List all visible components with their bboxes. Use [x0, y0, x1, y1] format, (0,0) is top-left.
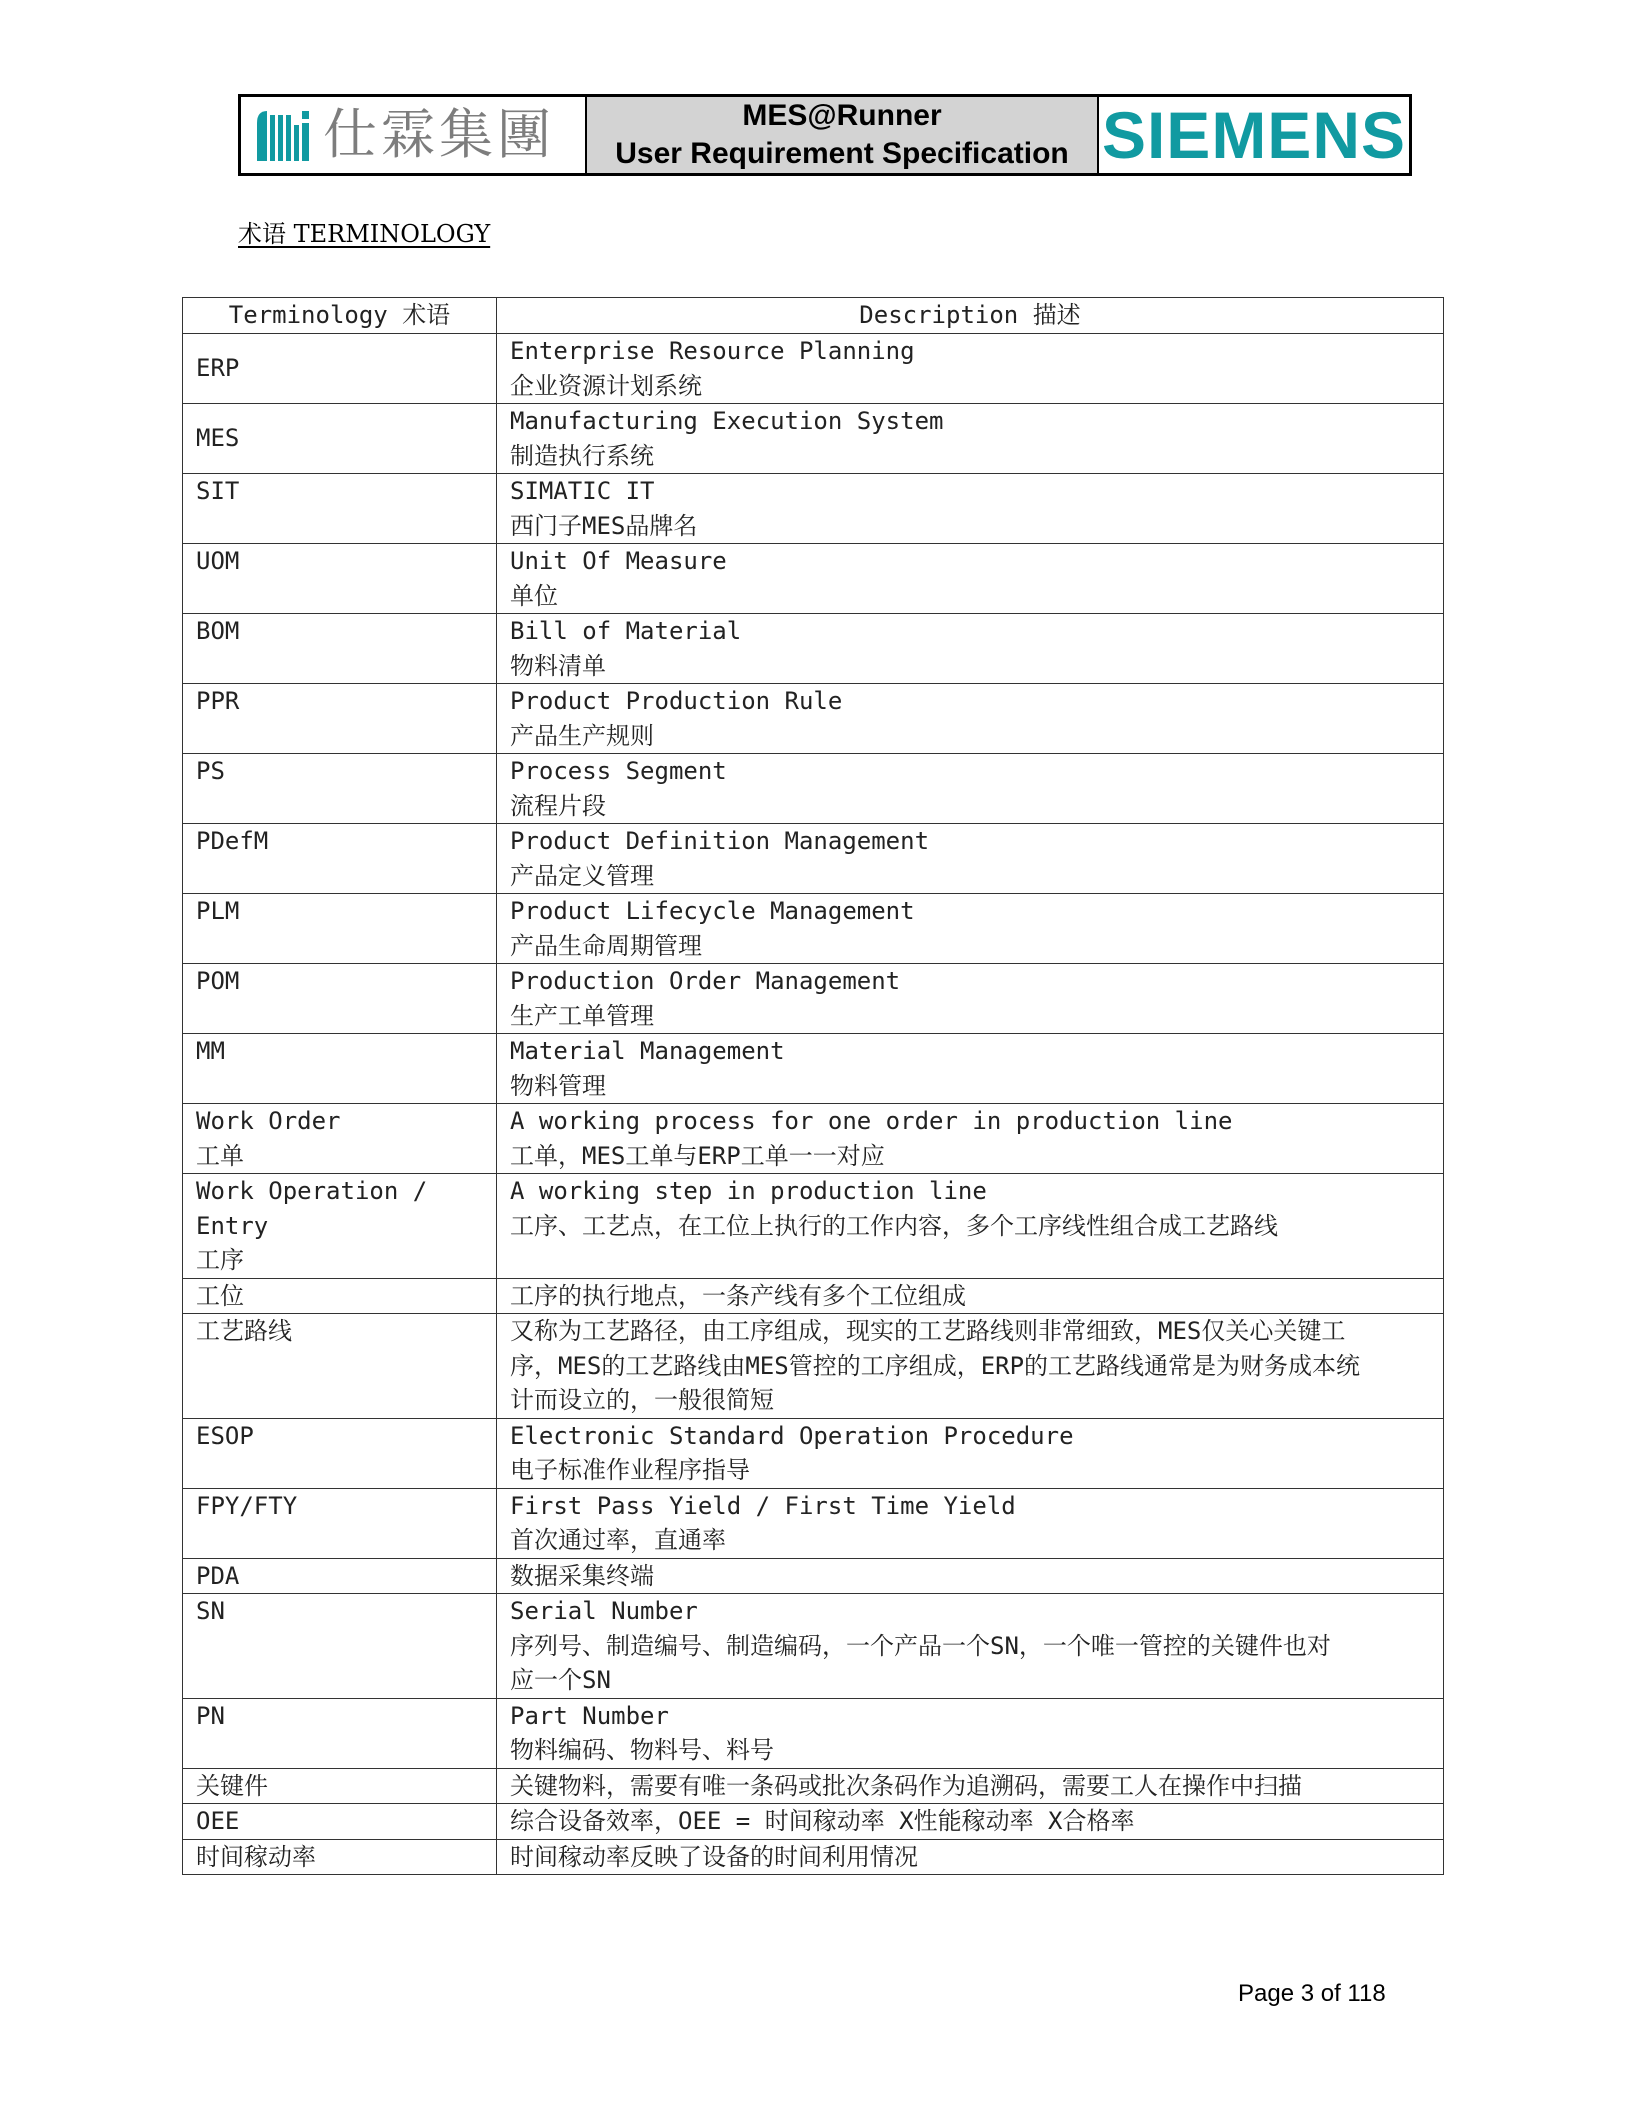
description-text: Electronic Standard Operation Procedure: [510, 1421, 1074, 1450]
table-row: [183, 894, 1444, 964]
description-text: 应一个SN: [510, 1666, 611, 1694]
siemens-logo-text: SIEMENS: [1101, 98, 1407, 172]
document-title-block: [587, 97, 1099, 173]
description-cell: [497, 754, 1444, 824]
table-row: [183, 334, 1444, 404]
table-row: [183, 754, 1444, 824]
term-text: OEE: [196, 1807, 240, 1835]
description-cell: [497, 614, 1444, 684]
description-cell: [497, 474, 1444, 544]
description-text: Serial Number: [510, 1597, 698, 1625]
table-row: [183, 1698, 1444, 1768]
table-row: [183, 404, 1444, 474]
description-cell: [497, 1594, 1444, 1699]
term-text: 关键件: [196, 1771, 268, 1800]
term-cell: [183, 544, 497, 614]
term-text: MES: [196, 424, 240, 453]
column-header-description: Description 描述: [497, 298, 1444, 334]
description-text: Process Segment: [510, 757, 727, 785]
description-text: 计而设立的，一般很简短: [510, 1386, 774, 1414]
description-text: 序，MES的工艺路线由MES管控的工序组成，ERP的工艺路线通常是为财务成本统: [510, 1351, 1361, 1380]
table-row: [183, 964, 1444, 1034]
description-text: 数据采集终端: [510, 1561, 654, 1590]
description-text: 物料清单: [510, 651, 606, 680]
term-text: PLM: [196, 897, 240, 925]
description-text: Product Lifecycle Management: [510, 897, 915, 925]
term-text: FPY/FTY: [196, 1491, 298, 1520]
table-row: [183, 1558, 1444, 1594]
description-text: 产品生产规则: [510, 721, 654, 750]
term-cell: [183, 824, 497, 894]
term-cell: [183, 474, 497, 544]
description-cell: [497, 894, 1444, 964]
term-text: Entry: [196, 1211, 269, 1240]
term-cell: [183, 1768, 497, 1804]
term-cell: [183, 1174, 497, 1279]
description-text: 电子标准作业程序指导: [510, 1456, 750, 1484]
term-text: 工单: [196, 1141, 244, 1170]
term-text: PDefM: [196, 827, 269, 855]
term-cell: [183, 754, 497, 824]
term-text: PDA: [196, 1561, 240, 1590]
term-cell: [183, 684, 497, 754]
description-cell: [497, 1698, 1444, 1768]
table-row: [183, 1104, 1444, 1174]
description-text: 综合设备效率，OEE = 时间稼动率 X性能稼动率 X合格率: [510, 1807, 1135, 1835]
description-cell: [497, 1768, 1444, 1804]
description-text: 单位: [510, 581, 558, 610]
term-cell: [183, 1488, 497, 1558]
description-cell: [497, 1314, 1444, 1419]
term-text: ESOP: [196, 1421, 254, 1450]
description-text: 产品生命周期管理: [510, 931, 702, 960]
document-title: User Requirement Specification: [615, 137, 1069, 170]
term-text: BOM: [196, 617, 240, 645]
description-text: 流程片段: [510, 791, 606, 820]
table-row: [183, 684, 1444, 754]
term-cell: [183, 404, 497, 474]
description-text: Product Definition Management: [510, 827, 930, 855]
company-logo: [241, 97, 587, 173]
description-cell: [497, 334, 1444, 404]
term-text: Work Operation /: [196, 1177, 428, 1205]
description-text: Production Order Management: [510, 967, 901, 995]
description-text: Manufacturing Execution System: [510, 407, 944, 435]
term-cell: [183, 1418, 497, 1488]
term-cell: [183, 1314, 497, 1419]
company-logo-text: 仕霖集團: [323, 103, 555, 166]
term-text: 工位: [196, 1281, 244, 1310]
description-text: 工序、工艺点，在工位上执行的工作内容，多个工序线性组合成工艺路线: [510, 1211, 1278, 1240]
term-text: POM: [196, 967, 240, 995]
term-text: 时间稼动率: [196, 1842, 316, 1871]
term-cell: [183, 1558, 497, 1594]
description-cell: [497, 544, 1444, 614]
description-text: 时间稼动率反映了设备的时间利用情况: [510, 1842, 918, 1871]
term-text: PPR: [196, 687, 240, 715]
term-cell: [183, 1278, 497, 1314]
description-cell: [497, 964, 1444, 1034]
page-number: Page 3 of 118: [1238, 1980, 1386, 2007]
table-row: [183, 1418, 1444, 1488]
table-row: [183, 824, 1444, 894]
description-cell: [497, 824, 1444, 894]
description-cell: [497, 1804, 1444, 1840]
description-text: Product Production Rule: [510, 687, 843, 715]
term-text: PN: [196, 1701, 225, 1730]
description-text: 企业资源计划系统: [510, 371, 702, 400]
description-text: SIMATIC IT: [510, 477, 655, 505]
term-text: UOM: [196, 547, 240, 575]
description-cell: [497, 1488, 1444, 1558]
description-text: 制造执行系统: [510, 441, 654, 470]
description-cell: [497, 1174, 1444, 1279]
table-row: [183, 1839, 1444, 1875]
description-text: Part Number: [510, 1701, 669, 1730]
term-text: PS: [196, 757, 225, 785]
description-text: 首次通过率，直通率: [510, 1526, 726, 1554]
description-cell: [497, 1034, 1444, 1104]
term-text: SIT: [196, 477, 240, 505]
term-cell: [183, 1034, 497, 1104]
description-text: Enterprise Resource Planning: [510, 337, 915, 365]
table-row: [183, 1314, 1444, 1419]
description-text: First Pass Yield / First Time Yield: [510, 1491, 1016, 1520]
table-row: [183, 1804, 1444, 1840]
term-text: SN: [196, 1597, 225, 1625]
table-row: [183, 474, 1444, 544]
table-row: [183, 1174, 1444, 1279]
description-cell: [497, 684, 1444, 754]
term-cell: [183, 1804, 497, 1840]
description-cell: [497, 404, 1444, 474]
description-text: 物料编码、物料号、料号: [510, 1736, 774, 1764]
term-text: Work Order: [196, 1107, 341, 1135]
section-title: 术语 TERMINOLOGY: [238, 220, 491, 248]
term-cell: [183, 334, 497, 404]
description-text: 西门子MES品牌名: [510, 511, 698, 540]
siemens-logo: [1099, 97, 1409, 173]
description-text: A working step in production line: [510, 1177, 987, 1205]
term-text: 工艺路线: [196, 1317, 292, 1345]
description-text: Unit Of Measure: [510, 547, 727, 575]
term-cell: [183, 894, 497, 964]
table-body: [183, 334, 1444, 1875]
description-text: 序列号、制造编号、制造编码，一个产品一个SN，一个唯一管控的关键件也对: [510, 1631, 1331, 1660]
term-text: 工序: [196, 1246, 244, 1274]
description-text: 又称为工艺路径，由工序组成，现实的工艺路线则非常细致，MES仅关心关键工: [510, 1317, 1346, 1345]
description-cell: [497, 1104, 1444, 1174]
table-row: [183, 544, 1444, 614]
term-cell: [183, 1839, 497, 1875]
company-logo-icon: [253, 105, 313, 165]
column-header-terminology: Terminology 术语: [183, 298, 497, 334]
description-cell: [497, 1839, 1444, 1875]
term-text: MM: [196, 1037, 225, 1065]
term-cell: [183, 964, 497, 1034]
table-header-row: [183, 298, 1444, 334]
table-row: [183, 1768, 1444, 1804]
description-cell: [497, 1278, 1444, 1314]
description-cell: [497, 1418, 1444, 1488]
description-text: 工单，MES工单与ERP工单一一对应: [510, 1141, 885, 1170]
table-row: [183, 1034, 1444, 1104]
document-header: [238, 94, 1412, 176]
description-text: 物料管理: [510, 1071, 606, 1100]
description-text: Material Management: [510, 1037, 785, 1065]
term-text: ERP: [196, 354, 240, 383]
description-text: 生产工单管理: [510, 1001, 654, 1030]
description-text: 产品定义管理: [510, 861, 654, 890]
table-row: [183, 614, 1444, 684]
terminology-table: [182, 297, 1444, 1875]
term-cell: [183, 614, 497, 684]
term-cell: [183, 1104, 497, 1174]
table-row: [183, 1278, 1444, 1314]
description-text: A working process for one order in production line: [510, 1107, 1233, 1135]
product-name: MES@Runner: [742, 99, 942, 132]
description-cell: [497, 1558, 1444, 1594]
table-row: [183, 1488, 1444, 1558]
table-row: [183, 1594, 1444, 1699]
description-text: 工序的执行地点，一条产线有多个工位组成: [510, 1281, 966, 1310]
term-cell: [183, 1594, 497, 1699]
description-text: 关键物料，需要有唯一条码或批次条码作为追溯码，需要工人在操作中扫描: [510, 1771, 1302, 1800]
term-cell: [183, 1698, 497, 1768]
description-text: Bill of Material: [510, 617, 742, 645]
